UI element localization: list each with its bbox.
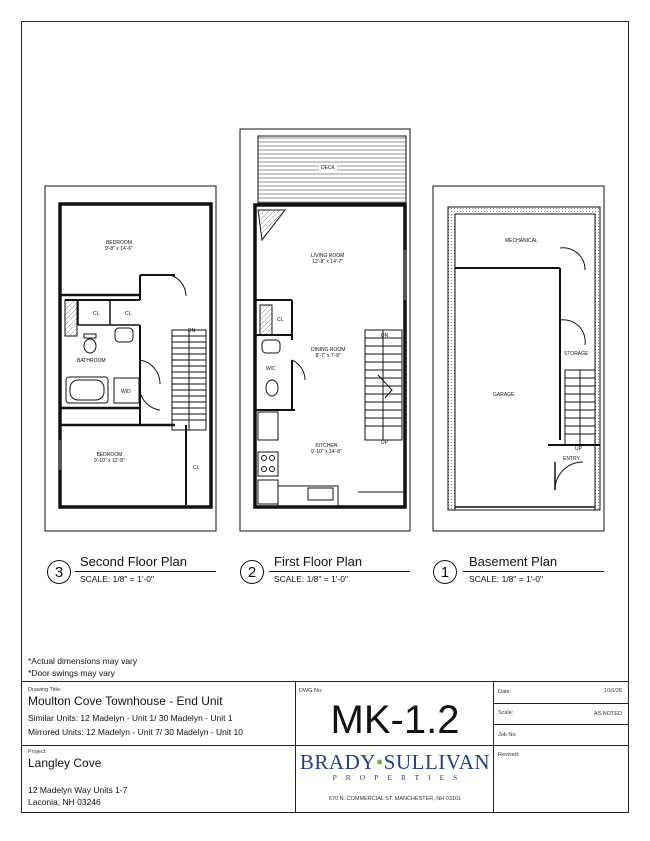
title-underline — [75, 571, 216, 572]
closet-label: CL — [277, 317, 284, 323]
note: *Actual dimensions may vary — [28, 656, 138, 666]
scale-label: Scale: — [498, 710, 514, 716]
stair-up-label: UP — [575, 446, 582, 452]
closet-label: CL — [93, 311, 100, 317]
plan-title: Second Floor Plan — [80, 554, 187, 569]
company-address: 670 N. COMMERCIAL ST. MANCHESTER, NH 03101 — [328, 796, 462, 802]
stair-down-label: DN — [381, 333, 389, 339]
bedroom-label: BEDROOM 9'-8" x 14'-6" — [105, 240, 133, 252]
first-floor-plan-drawing — [240, 129, 410, 531]
dining-room-label: DINING ROOM 8'-7" x 7'-8" — [311, 347, 346, 359]
plan-title: Basement Plan — [469, 554, 558, 569]
drawing-number: MK-1.2 — [330, 698, 460, 742]
project-name: Langley Cove — [28, 756, 102, 770]
closet-label: CL — [125, 311, 132, 317]
plan-number-badge: 2 — [240, 560, 264, 584]
garage-label: GARAGE — [493, 392, 515, 398]
scale-value: AS NOTED — [593, 711, 622, 717]
mirrored-units: Mirrored Units: 12 Madelyn - Unit 7/ 30 Madelyn - Unit 10 — [28, 727, 243, 737]
wc-label: W/C — [266, 366, 276, 372]
project-label: Project: — [28, 749, 47, 755]
entry-label: ENTRY — [563, 456, 580, 462]
dwg-no-label: DWG No: — [299, 688, 323, 694]
project-address-line1: 12 Madelyn Way Units 1-7 — [28, 785, 128, 795]
plan-number-badge: 1 — [433, 560, 457, 584]
date-label: Date: — [498, 689, 512, 695]
date-value: 1/16/26 — [603, 688, 622, 694]
drawing-title: Moulton Cove Townhouse - End Unit — [28, 694, 223, 708]
washer-dryer-label: W/D — [121, 389, 131, 395]
stair-up-label: UP — [381, 440, 388, 446]
revised-label: Revised: — [498, 752, 520, 758]
plan-title: First Floor Plan — [274, 554, 363, 569]
closet-label: CL — [193, 465, 200, 471]
stair-down-label: DN — [188, 328, 196, 334]
living-room-label: LIVING ROOM 12'-8" x 14'-7" — [311, 253, 345, 265]
note: *Door swings may vary — [28, 668, 115, 678]
plan-scale: SCALE: 1/8" = 1'-0" — [274, 574, 349, 584]
drawing-title-label: Drawing Title: — [28, 687, 62, 693]
plan-scale: SCALE: 1/8" = 1'-0" — [80, 574, 155, 584]
title-underline — [463, 571, 604, 572]
bathroom-label: BATHROOM — [77, 358, 106, 364]
similar-units: Similar Units: 12 Madelyn - Unit 1/ 30 Madelyn - Unit 1 — [28, 713, 233, 723]
kitchen-label: KITCHEN 9'-10" x 14'-8" — [311, 443, 342, 455]
storage-label: STORAGE — [564, 351, 589, 357]
project-address-line2: Laconia, NH 03246 — [28, 797, 101, 807]
plan-scale: SCALE: 1/8" = 1'-0" — [469, 574, 544, 584]
job-no-label: Job No: — [498, 732, 517, 738]
second-floor-plan-drawing — [45, 186, 216, 531]
plan-number-badge: 3 — [47, 560, 71, 584]
mechanical-label: MECHANICAL — [505, 238, 538, 244]
title-underline — [269, 571, 410, 572]
bedroom-label: BEDROOM 9'-10" x 12'-8" — [94, 452, 125, 464]
deck-label: DECK — [321, 165, 335, 171]
brady-sullivan-logo: BRADY•SULLIVAN PROPERTIES — [299, 750, 491, 782]
